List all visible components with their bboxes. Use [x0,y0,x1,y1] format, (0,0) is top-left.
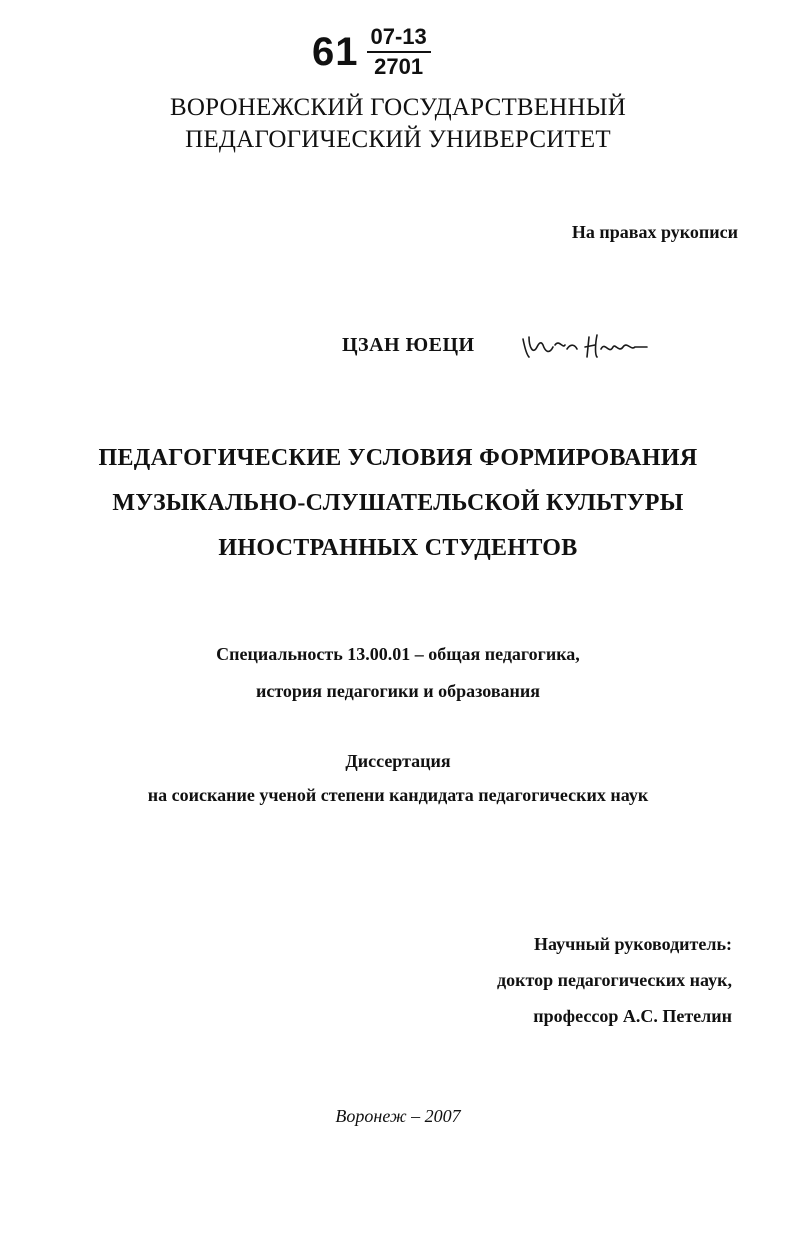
dissertation-line-2: на соискание ученой степени кандидата педагогических наук [147,785,649,805]
dissertation-line-1: Диссертация [345,751,451,771]
catalog-denominator: 2701 [374,54,424,79]
catalog-main-number: 61 [312,30,359,74]
specialty-line-1: Специальность 13.00.01 – общая педагогика, [216,644,580,664]
dissertation-title [0,436,796,571]
scientific-advisor [497,926,732,1034]
catalog-fraction [367,26,431,78]
university-line-1: ВОРОНЕЖСКИЙ ГОСУДАРСТВЕННЫЙ [169,94,627,121]
catalog-numerator: 07-13 [367,26,431,53]
advisor-line-1: Научный руководитель: [534,934,732,954]
author-row [342,325,655,365]
specialty [0,636,796,710]
title-line-3: ИНОСТРАННЫХ СТУДЕНТОВ [218,535,578,561]
dissertation-label [0,744,796,812]
advisor-line-3: профессор А.С. Петелин [533,1006,732,1026]
handwritten-signature [515,325,655,365]
specialty-line-2: история педагогики и образования [255,681,541,701]
title-line-1: ПЕДАГОГИЧЕСКИЕ УСЛОВИЯ ФОРМИРОВАНИЯ [98,445,698,471]
university-name [0,92,796,156]
title-line-2: МУЗЫКАЛЬНО-СЛУШАТЕЛЬСКОЙ КУЛЬТУРЫ [112,490,684,516]
university-line-2: ПЕДАГОГИЧЕСКИЙ УНИВЕРСИТЕТ [185,126,611,153]
rights-note: На правах рукописи [571,222,738,242]
author-name: ЦЗАН ЮЕЦИ [342,333,475,356]
catalog-stamp [312,22,431,82]
city-year: Воронеж – 2007 [335,1106,461,1126]
advisor-line-2: доктор педагогических наук, [496,970,732,990]
